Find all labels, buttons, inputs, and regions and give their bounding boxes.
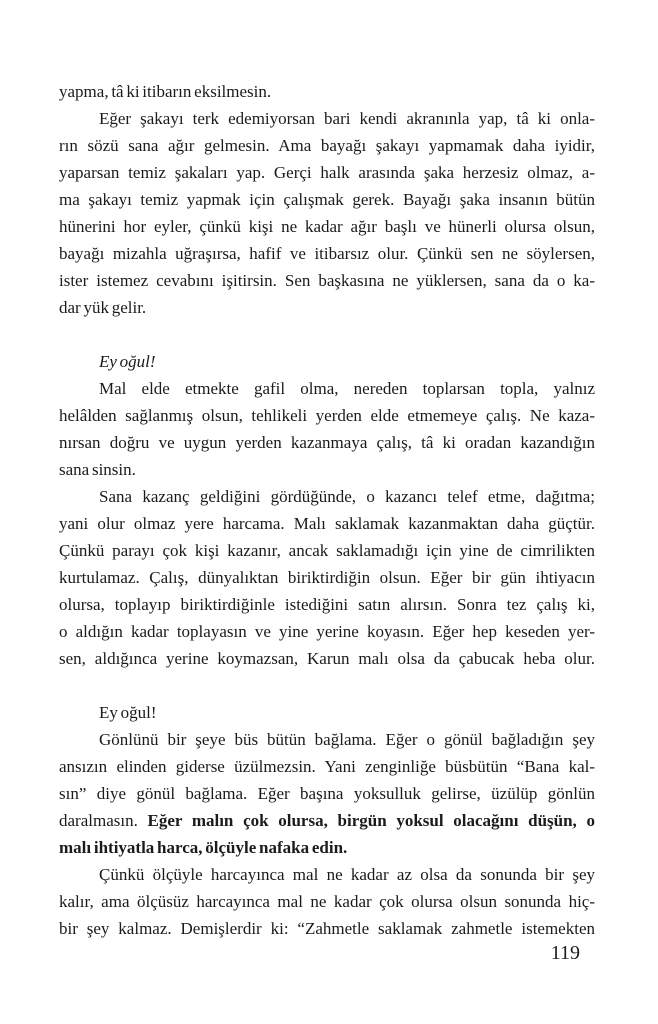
text-run: o aldığın kadar toplayasın ve yine yerine koyasın. Eğer hep keseden yer- (59, 622, 595, 641)
text-line-27 (59, 834, 595, 861)
text-block (59, 78, 595, 942)
text-run: yaparsan temiz şakaları yap. Gerçi halk arasında şaka herzesiz olmaz, a- (59, 163, 595, 182)
bold-text-run: Eğer malın çok olursa, birgün yoksul olacağını düşün, o (147, 811, 595, 830)
text-line-20 (59, 618, 595, 645)
text-line-15 (59, 483, 595, 510)
bold-text-run: malı ihtiyatla harca, ölçüyle nafaka edin. (59, 838, 348, 857)
text-line-24 (59, 753, 595, 780)
text-line-3 (59, 132, 595, 159)
text-run: Sana kazanç geldiğini gördüğünde, o kazancı telef etme, dağıtma; (99, 487, 595, 506)
text-line-30 (59, 915, 595, 942)
text-line-26 (59, 807, 595, 834)
text-line-5 (59, 186, 595, 213)
text-run: dar yük gelir. (59, 298, 147, 317)
text-run: Çünkü ölçüyle harcayınca mal ne kadar az olsa da sonunda bir şey (99, 865, 595, 884)
page-number: 119 (550, 942, 580, 964)
text-run: sen, aldığınca yerine koymazsan, Karun malı olsa da çabucak heba olur. (59, 649, 595, 668)
text-line-19 (59, 591, 595, 618)
text-line-12 (59, 402, 595, 429)
text-run: ister istemez cevabını işitirsin. Sen başkasına ne yüklersen, sana da o ka- (59, 271, 595, 290)
text-run: hünerini hor eyler, çünkü kişi ne kadar ağır başlı ve hünerli olursa olsun, (59, 217, 595, 236)
text-line-10 (59, 348, 595, 375)
text-run: olursa, toplayıp biriktirdiğinle istediğini satın alırsın. Sonra tez çalış ki, (59, 595, 595, 614)
text-run: sın” diye gönül bağlama. Eğer başına yoksulluk gelirse, üzülüp gönlün (59, 784, 595, 803)
text-line-7 (59, 240, 595, 267)
text-run: rın sözü sana ağır gelmesin. Ama bayağı şakayı yapmamak daha iyidir, (59, 136, 595, 155)
text-line-9 (59, 294, 595, 321)
text-run: Ey oğul! (99, 703, 157, 722)
text-run: Çünkü parayı çok kişi kazanır, ancak saklamadığı için yine de cimrilikten (59, 541, 595, 560)
text-line-18 (59, 564, 595, 591)
text-line-28 (59, 861, 595, 888)
text-run: yani olur olmaz yere harcama. Malı saklamak kazanmaktan daha güçtür. (59, 514, 595, 533)
text-run: Gönlünü bir şeye büs bütün bağlama. Eğer o gönül bağladığın şey (99, 730, 595, 749)
text-line-17 (59, 537, 595, 564)
text-run: kalır, ama ölçüsüz harcayınca mal ne kadar çok olursa olsun sonunda hiç- (59, 892, 595, 911)
text-line-29 (59, 888, 595, 915)
text-line-6 (59, 213, 595, 240)
text-line-25 (59, 780, 595, 807)
text-line-4 (59, 159, 595, 186)
text-run: kurtulamaz. Çalış, dünyalıktan biriktirdiğin olsun. Eğer bir gün ihtiyacın (59, 568, 595, 587)
text-line-14 (59, 456, 595, 483)
italic-text-run: Ey oğul! (99, 352, 156, 371)
text-run: ansızın elinden giderse üzülmezsin. Yani zenginliğe büsbütün “Bana kal- (59, 757, 595, 776)
text-run: Eğer şakayı terk edemiyorsan bari kendi akranınla yap, tâ ki onla- (99, 109, 595, 128)
text-run: daralmasın. (59, 811, 148, 830)
text-line-16 (59, 510, 595, 537)
text-line-1 (59, 78, 595, 105)
text-run: bayağı mizahla uğraşırsa, hafif ve itibarsız olur. Çünkü sen ne söylersen, (59, 244, 595, 263)
text-line-21 (59, 645, 595, 672)
text-run: yapma, tâ ki itibarın eksilmesin. (59, 82, 272, 101)
text-run: sana sinsin. (59, 460, 136, 479)
text-run: bir şey kalmaz. Demişlerdir ki: “Zahmetle saklamak zahmetle istemekten (59, 919, 595, 938)
text-line-23 (59, 726, 595, 753)
text-line-8 (59, 267, 595, 294)
text-run: nırsan doğru ve uygun yerden kazanmaya çalış, tâ ki oradan kazandığın (59, 433, 595, 452)
text-line-13 (59, 429, 595, 456)
text-line-2 (59, 105, 595, 132)
text-line-11 (59, 375, 595, 402)
text-line-22 (59, 699, 595, 726)
text-run: Mal elde etmekte gafil olma, nereden toplarsan topla, yalnız (99, 379, 595, 398)
text-run: helâlden sağlanmış olsun, tehlikeli yerden elde etmemeye çalış. Ne kaza- (59, 406, 595, 425)
text-run: ma şakayı temiz yapmak için çalışmak gerek. Bayağı şaka insanın bütün (59, 190, 595, 209)
